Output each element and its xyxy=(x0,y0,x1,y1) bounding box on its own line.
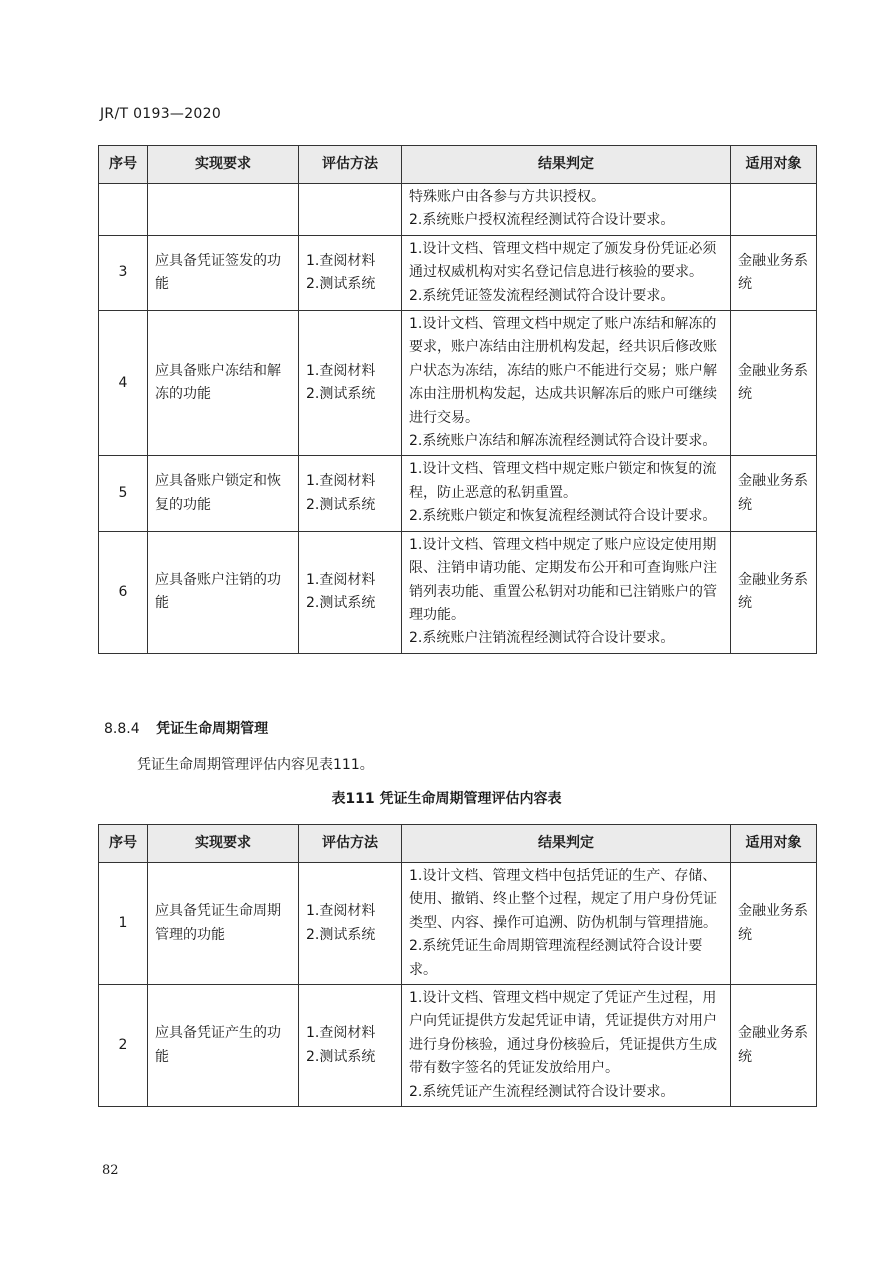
row-requirement: 应具备账户注销的功能 xyxy=(148,531,299,653)
row-requirement: 应具备凭证生命周期管理的功能 xyxy=(148,863,299,985)
row-target: 金融业务系统 xyxy=(731,456,817,531)
column-header-requirement: 实现要求 xyxy=(148,825,299,863)
row-target: 金融业务系统 xyxy=(731,531,817,653)
row-result: 1.设计文档、管理文档中规定了账户冻结和解冻的要求，账户冻结由注册机构发起，经共识后修改账户状态为冻结，冻结的账户不能进行交易；账户解冻由注册机构发起，达成共识解冻后的账户可继续进行交易。 2.系统账户冻结和解冻流程经测试符合设计要求。 xyxy=(402,311,731,456)
row-number: 6 xyxy=(99,531,148,653)
evaluation-table-continued xyxy=(98,145,817,654)
row-method: 1.查阅材料 2.测试系统 xyxy=(299,531,402,653)
row-method: 1.查阅材料 2.测试系统 xyxy=(299,985,402,1107)
row-number: 2 xyxy=(99,985,148,1107)
row-result: 特殊账户由各参与方共识授权。 2.系统账户授权流程经测试符合设计要求。 xyxy=(402,184,731,236)
row-result: 1.设计文档、管理文档中规定了颁发身份凭证必须通过权威机构对实名登记信息进行核验的要求。 2.系统凭证签发流程经测试符合设计要求。 xyxy=(402,235,731,310)
row-result: 1.设计文档、管理文档中规定了凭证产生过程，用户向凭证提供方发起凭证申请，凭证提供方对用户进行身份核验，通过身份核验后，凭证提供方生成带有数字签名的凭证发放给用户。 2.系统凭证产生流程经测试符合设计要求。 xyxy=(402,985,731,1107)
table-row xyxy=(99,311,817,456)
row-target: 金融业务系统 xyxy=(731,311,817,456)
standard-code: JR/T 0193—2020 xyxy=(100,106,222,122)
row-requirement: 应具备账户锁定和恢复的功能 xyxy=(148,456,299,531)
table-row xyxy=(99,985,817,1107)
row-result: 1.设计文档、管理文档中规定了账户应设定使用期限、注销申请功能、定期发布公开和可查询账户注销列表功能、重置公私钥对功能和已注销账户的管理功能。 2.系统账户注销流程经测试符合设计要求。 xyxy=(402,531,731,653)
section-intro: 凭证生命周期管理评估内容见表111。 xyxy=(137,757,374,773)
row-result: 1.设计文档、管理文档中包括凭证的生产、存储、使用、撤销、终止整个过程，规定了用户身份凭证类型、内容、操作可追溯、防伪机制与管理措施。 2.系统凭证生命周期管理流程经测试符合设计要求。 xyxy=(402,863,731,985)
table-header-row xyxy=(99,825,817,863)
row-number xyxy=(99,184,148,236)
row-method: 1.查阅材料 2.测试系统 xyxy=(299,235,402,310)
row-target: 金融业务系统 xyxy=(731,235,817,310)
row-number: 3 xyxy=(99,235,148,310)
row-requirement xyxy=(148,184,299,236)
column-header-no: 序号 xyxy=(99,146,148,184)
row-number: 4 xyxy=(99,311,148,456)
column-header-method: 评估方法 xyxy=(299,825,402,863)
row-target: 金融业务系统 xyxy=(731,985,817,1107)
evaluation-table-111 xyxy=(98,824,817,1107)
row-requirement: 应具备凭证产生的功能 xyxy=(148,985,299,1107)
table-header-row xyxy=(99,146,817,184)
row-requirement: 应具备账户冻结和解冻的功能 xyxy=(148,311,299,456)
row-method: 1.查阅材料 2.测试系统 xyxy=(299,456,402,531)
column-header-target: 适用对象 xyxy=(731,146,817,184)
column-header-requirement: 实现要求 xyxy=(148,146,299,184)
column-header-result: 结果判定 xyxy=(402,146,731,184)
row-result: 1.设计文档、管理文档中规定账户锁定和恢复的流程，防止恶意的私钥重置。 2.系统账户锁定和恢复流程经测试符合设计要求。 xyxy=(402,456,731,531)
table-caption: 表111 凭证生命周期管理评估内容表 xyxy=(331,791,562,807)
row-method: 1.查阅材料 2.测试系统 xyxy=(299,863,402,985)
table-row xyxy=(99,456,817,531)
row-target: 金融业务系统 xyxy=(731,863,817,985)
column-header-target: 适用对象 xyxy=(731,825,817,863)
row-number: 5 xyxy=(99,456,148,531)
table-row xyxy=(99,531,817,653)
row-requirement: 应具备凭证签发的功能 xyxy=(148,235,299,310)
section-heading xyxy=(104,718,268,738)
section-title: 凭证生命周期管理 xyxy=(156,721,269,737)
page-number: 82 xyxy=(102,1163,119,1178)
row-target xyxy=(731,184,817,236)
row-method xyxy=(299,184,402,236)
column-header-method: 评估方法 xyxy=(299,146,402,184)
column-header-result: 结果判定 xyxy=(402,825,731,863)
row-number: 1 xyxy=(99,863,148,985)
table-row xyxy=(99,184,817,236)
row-method: 1.查阅材料 2.测试系统 xyxy=(299,311,402,456)
column-header-no: 序号 xyxy=(99,825,148,863)
table-row xyxy=(99,235,817,310)
section-number: 8.8.4 xyxy=(104,721,140,737)
table-row xyxy=(99,863,817,985)
